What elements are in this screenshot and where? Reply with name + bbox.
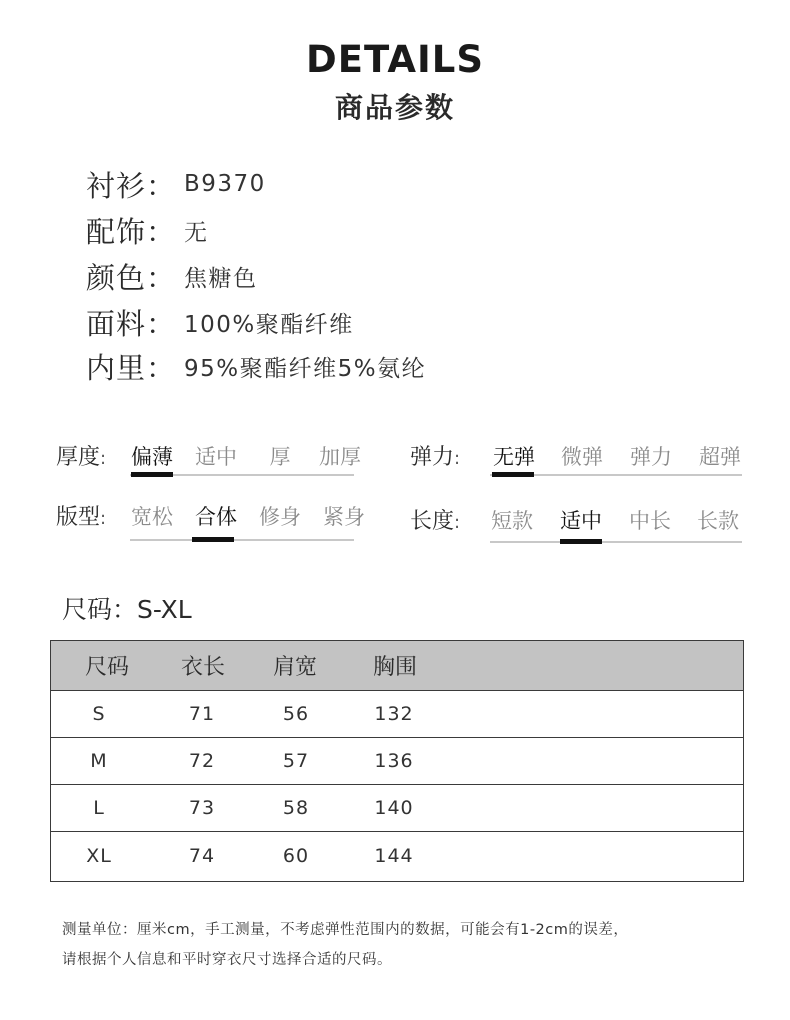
- measurement-note: 测量单位：厘米cm，手工测量，不考虑弹性范围内的数据，可能会有1-2cm的误差，: [62, 922, 629, 938]
- spec-shirt: [86, 164, 266, 204]
- length-label: 长度:: [410, 509, 461, 534]
- cell-size: M: [90, 750, 108, 772]
- spec-lining: [86, 346, 426, 386]
- header-cell-length: 衣长: [180, 655, 225, 680]
- cell-chest: 132: [374, 703, 414, 725]
- cell-shoulder: 56: [282, 703, 310, 725]
- spec-value: 无: [184, 219, 209, 246]
- thickness-selected-marker: [131, 472, 173, 477]
- spec-accessory: [86, 210, 209, 250]
- fit-option-tight: 紧身: [323, 505, 365, 529]
- fit-selected-marker: [192, 537, 234, 542]
- thickness-option-thick: 厚: [269, 445, 291, 469]
- cell-size: S: [92, 703, 106, 725]
- fit-option-loose: 宽松: [131, 505, 173, 529]
- elasticity-option-none: 无弹: [493, 445, 535, 469]
- elasticity-selected-marker: [492, 472, 534, 477]
- fit-label: 版型:: [56, 505, 107, 530]
- spec-value: 95%聚酯纤维5%氨纶: [184, 355, 427, 382]
- length-option-short: 短款: [491, 509, 533, 533]
- spec-key: 配饰：: [86, 214, 177, 249]
- header-cell-size: 尺码: [84, 655, 129, 680]
- elasticity-option-super: 超弹: [699, 445, 741, 469]
- length-option-regular: 适中: [560, 509, 602, 533]
- cell-shoulder: 60: [282, 844, 310, 867]
- spec-key: 颜色：: [86, 260, 177, 295]
- length-option-mid-long: 中长: [629, 509, 671, 533]
- header-cell-chest: 胸围: [372, 655, 417, 680]
- page-title-cn: 商品参数: [334, 91, 455, 124]
- length-selected-marker: [560, 539, 602, 544]
- spec-value: 100%聚酯纤维: [184, 311, 354, 338]
- cell-length: 71: [188, 703, 216, 725]
- elasticity-option-slight: 微弹: [561, 445, 603, 469]
- spec-value: 焦糖色: [184, 265, 258, 292]
- spec-key: 衬衫：: [86, 168, 177, 203]
- spec-key: 内里：: [86, 350, 177, 385]
- elasticity-label: 弹力:: [410, 445, 461, 470]
- cell-chest: 140: [374, 797, 414, 819]
- cell-length: 73: [188, 797, 216, 819]
- size-range-title: 尺码：S-XL: [62, 595, 192, 624]
- table-row: [51, 785, 743, 832]
- cell-length: 74: [188, 844, 216, 867]
- cell-size: L: [93, 797, 105, 819]
- fit-track: [130, 539, 354, 541]
- table-row: [51, 738, 743, 785]
- thickness-option-thin: 偏薄: [131, 445, 173, 469]
- cell-chest: 136: [374, 750, 414, 772]
- size-advice-note: 请根据个人信息和平时穿衣尺寸选择合适的尺码。: [62, 952, 392, 968]
- spec-color: [86, 256, 258, 296]
- header-cell-shoulder: 肩宽: [272, 655, 317, 680]
- cell-chest: 144: [374, 844, 414, 867]
- table-row: [51, 832, 743, 879]
- page-title-en: DETAILS: [306, 38, 484, 81]
- spec-key: 面料：: [86, 306, 177, 341]
- spec-value: B9370: [184, 171, 266, 197]
- size-table-header: [51, 641, 743, 691]
- fit-option-regular: 合体: [195, 505, 237, 529]
- spec-fabric: [86, 302, 354, 342]
- table-row: [51, 691, 743, 738]
- cell-size: XL: [86, 844, 112, 867]
- length-option-long: 长款: [697, 509, 739, 533]
- thickness-option-extra-thick: 加厚: [319, 445, 361, 469]
- elasticity-option-elastic: 弹力: [630, 445, 672, 469]
- thickness-label: 厚度:: [56, 445, 107, 470]
- length-track: [490, 541, 742, 543]
- fit-option-slim: 修身: [259, 505, 301, 529]
- cell-length: 72: [188, 750, 216, 772]
- cell-shoulder: 58: [282, 797, 310, 819]
- thickness-option-medium: 适中: [195, 445, 237, 469]
- cell-shoulder: 57: [282, 750, 310, 772]
- size-table: [50, 640, 744, 882]
